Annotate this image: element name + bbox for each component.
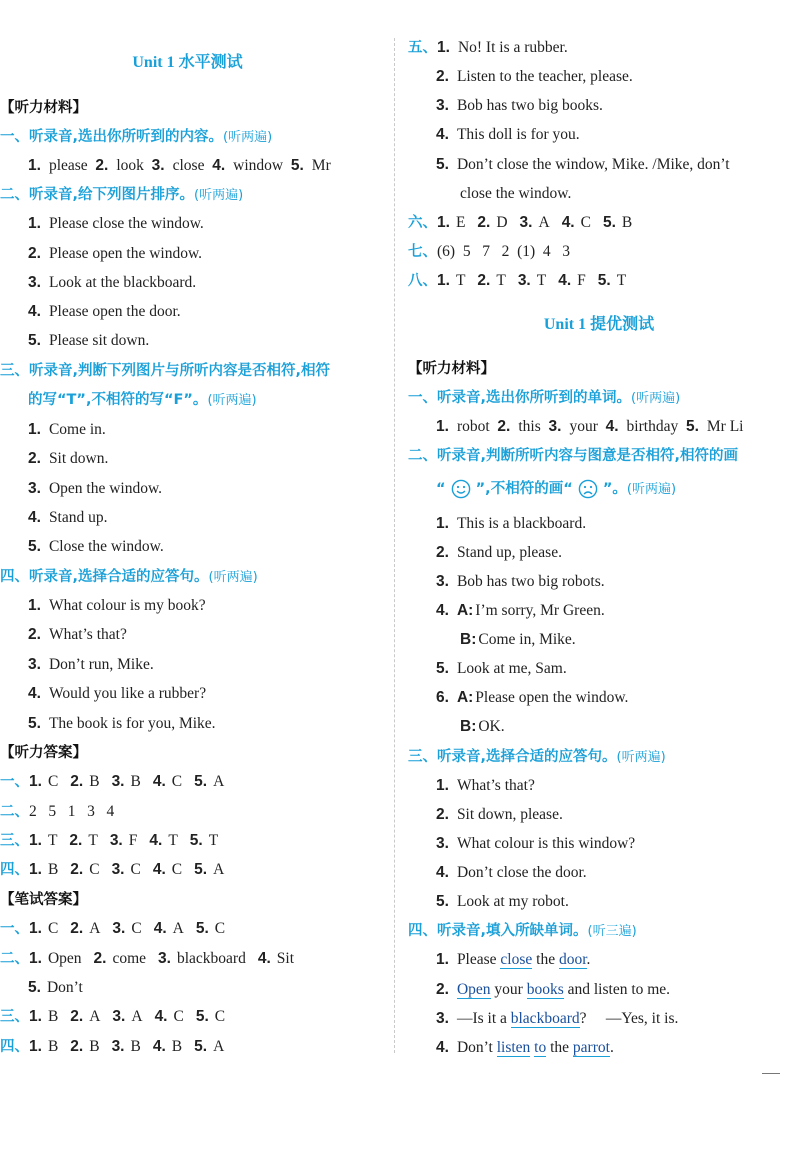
sad-face-icon [578,479,598,499]
list-item: 3. Don’t run, Mike. [28,656,154,673]
list-item: 2. Sit down. [28,450,109,467]
list-item: 5. The book is for you, Mike. [28,715,216,732]
section-1-items: 1. please 2. look 3. close 4. window 5. Mr [28,157,331,174]
page-end-mark [762,1073,780,1074]
list-item: 5. Close the window. [28,538,164,555]
list-item-cont: close the window. [460,185,572,202]
listening-answer-row-1: 一、1. C 2. B 3. B 4. C 5. A [0,773,225,790]
list-item: 5. Don’t close the window, Mike. /Mike, don’t [436,156,730,173]
listening-material-label: 【听力材料】 [0,100,87,116]
written-answer-row-3: 三、1. B 2. A 3. A 4. C 5. C [0,1008,226,1025]
list-item: 3. Bob has two big robots. [436,573,605,590]
list-item: 3. Look at the blackboard. [28,274,197,291]
part-2-heading-cont: “ ”,不相符的画“ ”。(听两遍) [436,481,677,497]
list-item: 3. Bob has two big books. [436,97,603,114]
written-answers-label: 【笔试答案】 [0,892,87,908]
fill-blank-item-4: 4. Don’t listen to the parrot. [436,1039,614,1056]
written-answer-row-1: 一、1. C 2. A 3. C 4. A 5. C [0,920,226,937]
section-1-heading: 一、听录音,选出你所听到的内容。(听两遍) [0,129,273,145]
part-1-heading: 一、听录音,选出你所听到的单词。(听两遍) [408,390,681,406]
list-item: 4. Don’t close the door. [436,864,587,881]
list-item-cont: B: OK. [460,718,505,735]
list-item: 1. Please close the window. [28,215,204,232]
written-answer-row-2: 二、1. Open 2. come 3. blackboard 4. Sit [0,950,294,967]
list-item: 4. A: I’m sorry, Mr Green. [436,602,605,619]
list-item: 4. Would you like a rubber? [28,685,207,702]
list-item: 2. Please open the window. [28,245,203,262]
list-item: 3. Open the window. [28,480,163,497]
list-item: 1. This is a blackboard. [436,515,587,532]
section-5-item-1: 五、1. No! It is a rubber. [408,39,568,56]
section-7-answers: 七、(6) 5 7 2 (1) 4 3 [408,243,571,260]
list-item: 4. This doll is for you. [436,126,580,143]
part-1-items: 1. robot 2. this 3. your 4. birthday 5. Mr Li [436,418,744,435]
list-item: 2. Stand up, please. [436,544,562,561]
list-item: 1. What colour is my book? [28,597,206,614]
part-3-heading: 三、听录音,选择合适的应答句。(听两遍) [408,749,666,765]
fill-blank-item-1: 1. Please close the door. [436,951,591,968]
list-item: 1. What’s that? [436,777,535,794]
part-2-heading: 二、听录音,判断所听内容与图意是否相符,相符的画 [408,448,739,464]
listening-answer-row-4: 四、1. B 2. C 3. C 4. C 5. A [0,861,225,878]
written-answer-row-2-cont: 5. Don’t [28,979,83,996]
unit-title-level-test: Unit 1 水平测试 [132,54,243,71]
section-3-heading-cont: 的写“T”,不相符的写“F”。(听两遍) [28,392,257,408]
list-item: 1. Come in. [28,421,106,438]
list-item: 2. What’s that? [28,626,127,643]
list-item: 5. Look at me, Sam. [436,660,567,677]
list-item-cont: B: Come in, Mike. [460,631,576,648]
list-item: 2. Listen to the teacher, please. [436,68,633,85]
list-item: 4. Stand up. [28,509,108,526]
unit-title-advanced-test: Unit 1 提优测试 [543,316,655,333]
list-item: 4. Please open the door. [28,303,181,320]
list-item: 3. What colour is this window? [436,835,636,852]
written-answer-row-4: 四、1. B 2. B 3. B 4. B 5. A [0,1038,225,1055]
section-3-heading: 三、听录音,判断下列图片与所听内容是否相符,相符 [0,363,331,379]
section-8-answers: 八、1. T 2. T 3. T 4. F 5. T [408,272,627,289]
list-item: 5. Look at my robot. [436,893,569,910]
list-item: 5. Please sit down. [28,332,150,349]
list-item: 6. A: Please open the window. [436,689,629,706]
smiley-face-icon [451,479,471,499]
listening-material-label-2: 【听力材料】 [408,361,495,377]
section-4-heading: 四、听录音,选择合适的应答句。(听两遍) [0,569,258,585]
section-2-heading: 二、听录音,给下列图片排序。(听两遍) [0,187,244,203]
listening-answers-label: 【听力答案】 [0,745,87,761]
column-divider [394,38,395,1053]
list-item: 2. Sit down, please. [436,806,563,823]
listening-answer-row-3: 三、1. T 2. T 3. F 4. T 5. T [0,832,219,849]
listening-answer-row-2: 二、2 5 1 3 4 [0,803,115,820]
fill-blank-item-3: 3. —Is it a blackboard? —Yes, it is. [436,1010,679,1027]
section-6-answers: 六、1. E 2. D 3. A 4. C 5. B [408,214,633,231]
fill-blank-item-2: 2. Open your books and listen to me. [436,981,671,998]
part-4-heading: 四、听录音,填入所缺单词。(听三遍) [408,923,637,939]
